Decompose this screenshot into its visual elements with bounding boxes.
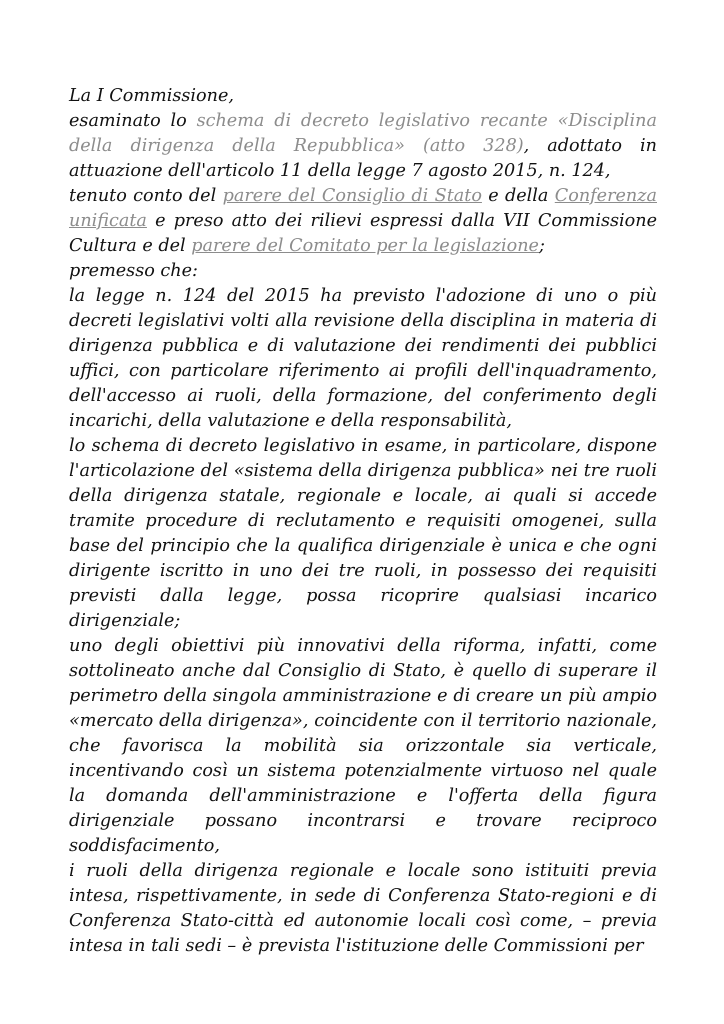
text-segment: ; — [538, 236, 545, 256]
paragraph-obiettivi: uno degli obiettivi più innovativi della riforma, infatti, come sottolineato anche dal Consiglio di Stato, è quello di superare il perimetro della singola amministrazione e di creare un più ampio «mercato della dirigenza», coincidente con il territorio nazionale, che favorisca la mobilità sia orizzontale sia verticale, incentivando così un sistema potenzialmente virtuoso nel quale la domanda dell'amministrazione e l'offerta della figura dirigenziale possano incontrarsi e trovare reciproco soddisfacimento, — [69, 636, 657, 856]
paragraph-examined — [69, 109, 657, 184]
text-segment: esaminato lo — [69, 111, 197, 131]
link-parere-comitato[interactable]: parere del Comitato per la legislazione — [191, 236, 539, 256]
link-conferenza-unificata[interactable]: Conferenza unificata — [69, 186, 657, 231]
paragraph-schema-decreto: lo schema di decreto legislativo in esame, in particolare, dispone l'articolazione del «sistema della dirigenza pubblica» nei tre ruoli della dirigenza statale, regionale e locale, ai quali si accede tramite procedure di reclutamento e requisiti omogenei, sulla base del principio che la qualifica dirigenziale è unica e che ogni dirigente iscritto in uno dei tre ruoli, in possesso dei requisiti previsti dalla legge, possa ricoprire qualsiasi incarico dirigenziale; — [69, 436, 657, 631]
text-segment: , adottato in attuazione dell'articolo 11 della legge 7 agosto 2015, n. 124, — [69, 136, 657, 181]
link-parere-consiglio-stato[interactable]: parere del Consiglio di Stato — [222, 186, 482, 206]
paragraph-legge-124: la legge n. 124 del 2015 ha previsto l'adozione di uno o più decreti legislativi volti alla revisione della disciplina in materia di dirigenza pubblica e di valutazione dei rendimenti dei pubblici uffici, con particolare riferimento ai profili dell'inquadramento, dell'accesso ai ruoli, della formazione, del conferimento degli incarichi, della valutazione e della responsabilità, — [69, 286, 657, 431]
paragraph-considered — [69, 184, 657, 259]
text-segment: tenuto conto del — [69, 186, 223, 206]
paragraph-premise: premesso che: — [69, 261, 198, 281]
paragraph-ruoli-dirigenza: i ruoli della dirigenza regionale e locale sono istituiti previa intesa, rispettivamente, in sede di Conferenza Stato-regioni e di Conferenza Stato-città ed autonomie locali così come, – previa intesa in tali sedi – è prevista l'istituzione delle Commissioni per — [69, 861, 657, 956]
text-segment: e preso atto dei rilievi espressi dalla VII Commissione Cultura e del — [69, 211, 657, 256]
paragraph-opening: La I Commissione, — [69, 86, 234, 106]
text-segment: e della — [481, 186, 555, 206]
document-body — [69, 84, 657, 959]
link-schema-decreto[interactable]: schema di decreto legislativo recante «Disciplina della dirigenza della Repubblica» (atto 328) — [69, 111, 657, 156]
